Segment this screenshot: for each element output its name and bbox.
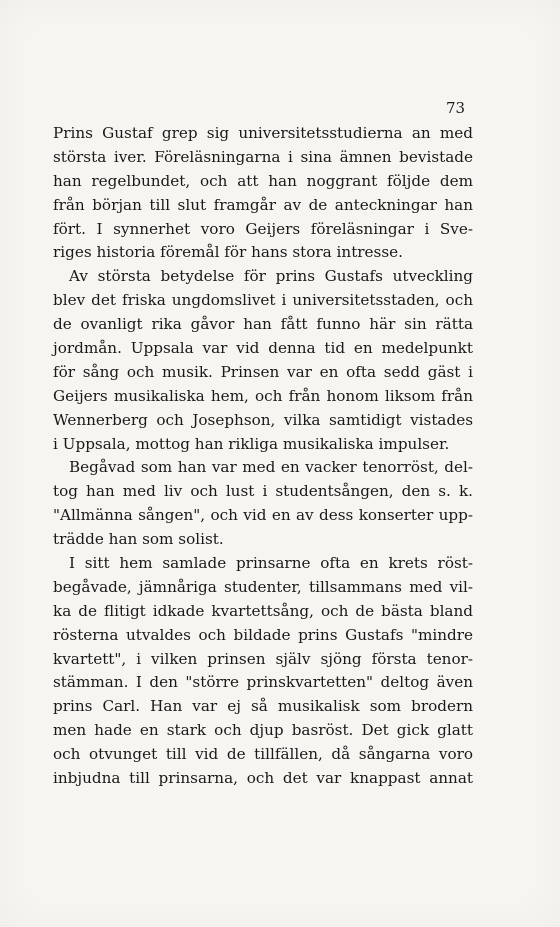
text-line: och otvunget till vid de tillfällen, då sångarna voro <box>53 745 473 764</box>
text-line: I sitt hem samlade prinsarne ofta en krets röst- <box>69 554 473 573</box>
body-text <box>53 122 473 791</box>
text-line: kvartett", i vilken prinsen själv sjöng första tenor- <box>53 649 473 668</box>
text-line: han regelbundet, och att han noggrant följde dem <box>53 171 473 190</box>
text-line: fört. I synnerhet voro Geijers föreläsningar i Sve- <box>53 219 473 238</box>
text-line: men hade en stark och djup basröst. Det gick glatt <box>53 721 473 740</box>
text-line: Prins Gustaf grep sig universitetsstudierna an med <box>53 124 473 142</box>
text-line: från början till slut framgår av de anteckningar han <box>53 195 473 214</box>
text-line: Begåvad som han var med en vacker tenorröst, del- <box>69 458 473 477</box>
page-number: 73 <box>446 99 466 117</box>
text-line: inbjudna till prinsarna, och det var knappast annat <box>53 769 473 788</box>
text-line: Geijers musikaliska hem, och från honom liksom från <box>53 386 473 405</box>
text-line: de ovanligt rika gåvor han fått funno här sin rätta <box>53 315 473 334</box>
text-line: ka de flitigt idkade kvartettsång, och de bästa bland <box>53 601 473 620</box>
text-line: Wennerberg och Josephson, vilka samtidigt vistades <box>53 410 473 429</box>
text-line: jordmån. Uppsala var vid denna tid en medelpunkt <box>53 339 473 358</box>
text-line: prins Carl. Han var ej så musikalisk som brodern <box>53 697 473 716</box>
text-line: i Uppsala, mottog han rikliga musikaliska impulser. <box>53 434 450 453</box>
text-line: riges historia föremål för hans stora intresse. <box>53 243 403 262</box>
text-line: rösterna utvaldes och bildade prins Gustafs "mindre <box>53 625 473 644</box>
text-line: stämman. I den "större prinskvartetten" deltog även <box>53 673 473 692</box>
text-line: tog han med liv och lust i studentsången, den s. k. <box>53 482 473 501</box>
text-line: "Allmänna sången", och vid en av dess konserter upp- <box>53 506 473 525</box>
text-line: Av största betydelse för prins Gustafs utveckling <box>69 267 473 286</box>
text-line: trädde han som solist. <box>53 530 224 549</box>
text-line: begåvade, jämnåriga studenter, tillsammans med vil- <box>53 577 473 596</box>
text-line: för sång och musik. Prinsen var en ofta sedd gäst i <box>53 362 473 381</box>
text-line: blev det friska ungdomslivet i universitetsstaden, och <box>53 291 473 310</box>
text-line: största iver. Föreläsningarna i sina ämnen bevistade <box>53 147 473 166</box>
